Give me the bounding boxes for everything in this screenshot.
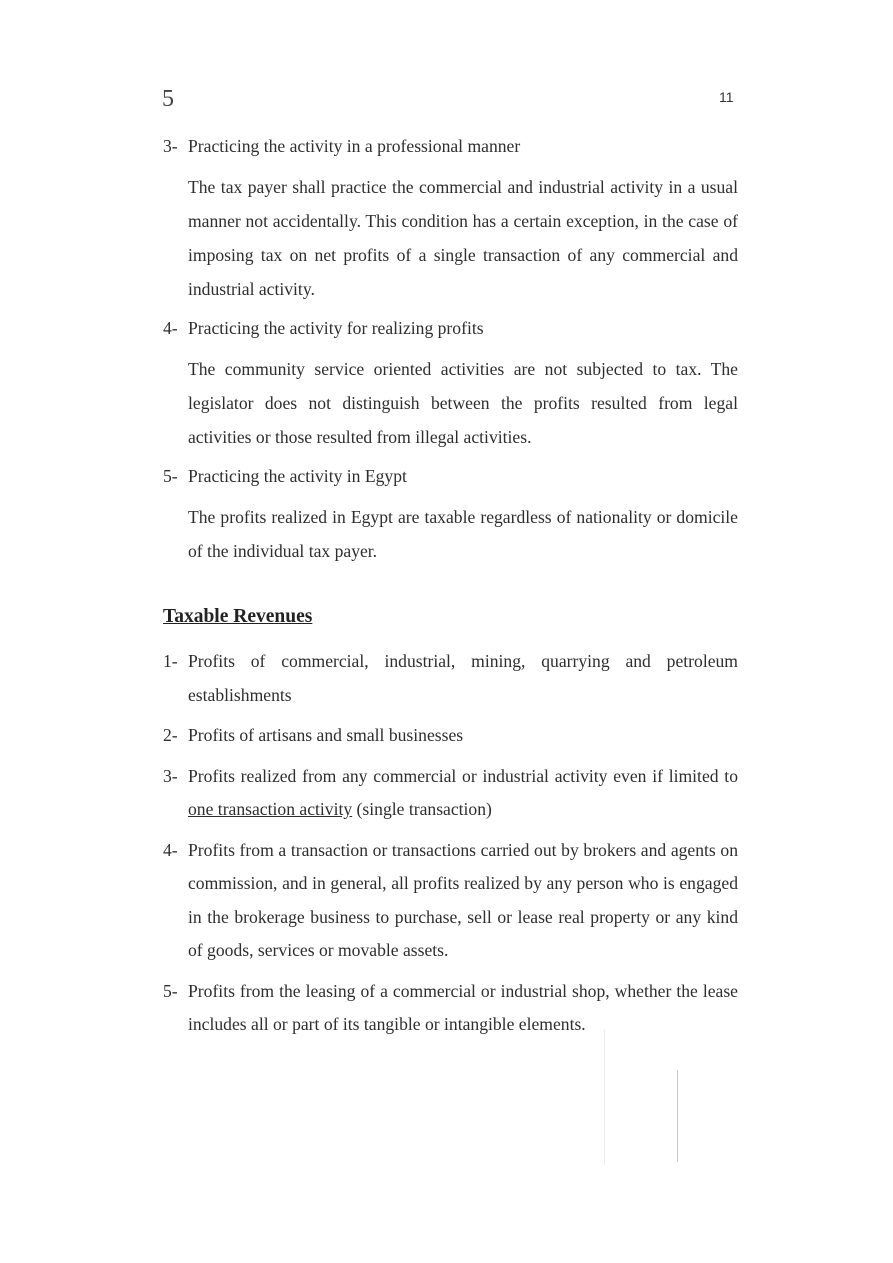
- condition-body: The profits realized in Egypt are taxable regardless of nationality or domicile of the individual tax payer.: [188, 507, 738, 561]
- revenue-item-text: Profits from a transaction or transactions carried out by brokers and agents on commission, and in general, all profits realized by any person who is engaged in the brokerage business to purchase, sell or lease real property or any kind of goods, services or movable assets.: [188, 839, 738, 960]
- condition-number: 4-: [163, 318, 178, 338]
- revenue-item-number: 2-: [163, 725, 178, 745]
- condition-number: 3-: [163, 136, 178, 156]
- condition-heading: [163, 313, 738, 343]
- condition-4: [163, 313, 738, 454]
- left-page-number: 5: [162, 86, 174, 112]
- revenue-item-number: 5-: [163, 980, 178, 1001]
- revenue-item-text: Profits of commercial, industrial, mining, quarrying and petroleum establishments: [188, 651, 738, 705]
- document-body: [163, 131, 738, 1049]
- condition-3: [163, 131, 738, 306]
- condition-body: The community service oriented activities are not subjected to tax. The legislator does not distinguish between the profits resulted from legal activities or those resulted from illegal activities.: [188, 359, 738, 447]
- revenue-item-5: [163, 975, 738, 1042]
- condition-body: The tax payer shall practice the commercial and industrial activity in a usual manner not accidentally. This condition has a certain exception, in the case of imposing tax on net profits of a single transaction of any commercial and industrial activity.: [188, 177, 738, 299]
- scan-artifact-line: [677, 1070, 678, 1162]
- revenue-item-4: [163, 834, 738, 968]
- revenue-item-text: Profits from the leasing of a commercial or industrial shop, whether the lease includes all or part of its tangible or intangible elements.: [188, 980, 738, 1034]
- revenue-item-text-part: (single transaction): [352, 799, 492, 819]
- condition-heading: [163, 461, 738, 491]
- revenue-item-text: Profits of artisans and small businesses: [188, 725, 464, 745]
- section-heading-taxable-revenues: Taxable Revenues: [163, 606, 313, 627]
- right-page-number: 11: [719, 89, 734, 105]
- underlined-phrase: one transaction activity: [188, 799, 353, 819]
- condition-5: [163, 461, 738, 568]
- condition-number: 5-: [163, 466, 178, 486]
- revenue-item-3: [163, 760, 738, 827]
- revenue-item-text-part: Profits realized from any commercial or industrial activity even if limited to: [188, 765, 738, 786]
- condition-title: Practicing the activity in a professional manner: [188, 136, 521, 156]
- condition-heading: [163, 131, 738, 161]
- revenue-item-2: [163, 719, 738, 753]
- scan-artifact-line: [604, 1030, 605, 1165]
- revenue-item-number: 4-: [163, 839, 178, 860]
- revenue-item-1: [163, 645, 738, 712]
- condition-title: Practicing the activity in Egypt: [188, 466, 407, 486]
- condition-title: Practicing the activity for realizing profits: [188, 318, 484, 338]
- revenue-item-number: 1-: [163, 651, 178, 671]
- revenue-item-number: 3-: [163, 765, 178, 786]
- revenue-item-text: [188, 760, 738, 827]
